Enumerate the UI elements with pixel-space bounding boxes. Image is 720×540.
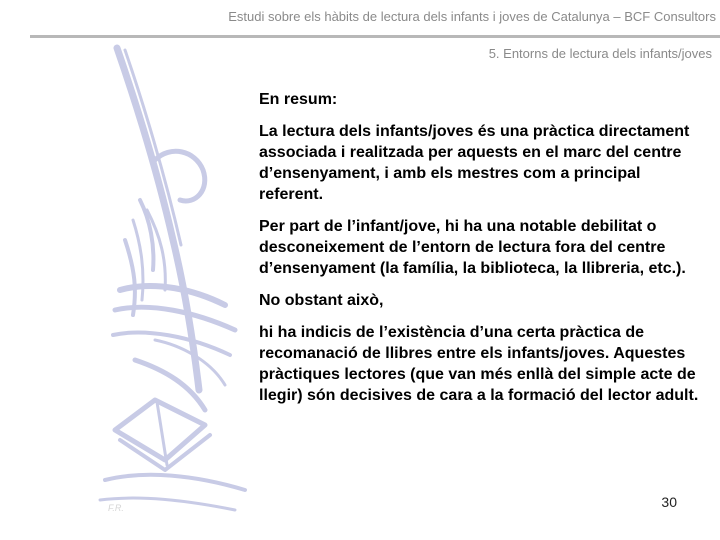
summary-paragraph-1: La lectura dels infants/joves és una pràctica directament associada i realitzada per aquests en el marc del centre d’ensenyament, i amb els mestres com a principal referent.	[259, 123, 690, 203]
header-divider	[30, 35, 720, 38]
summary-paragraph-3: No obstant això,	[259, 292, 384, 309]
section-title: 5. Entorns de lectura dels infants/joves	[488, 46, 712, 61]
page-number: 30	[661, 494, 677, 510]
summary-paragraph-4: hi ha indicis de l’existència d’una certa pràctica de recomanació de llibres entre els infants/joves. Aquestes pràctiques lectores (que van més enllà del simple acte de llegir) són decisives de cara a la formació del lector adult.	[259, 324, 699, 404]
reading-figure-illustration	[95, 40, 265, 520]
summary-heading: En resum:	[259, 91, 338, 108]
illustration-signature: F.R.	[108, 503, 124, 513]
summary-paragraph-2: Per part de l’infant/jove, hi ha una notable debilitat o desconeixement de l’entorn de lectura fora del centre d’ensenyament (la família, la biblioteca, la llibreria, etc.).	[259, 218, 686, 277]
summary-content	[259, 89, 699, 417]
document-header-title: Estudi sobre els hàbits de lectura dels infants i joves de Catalunya – BCF Consultors	[228, 9, 716, 24]
